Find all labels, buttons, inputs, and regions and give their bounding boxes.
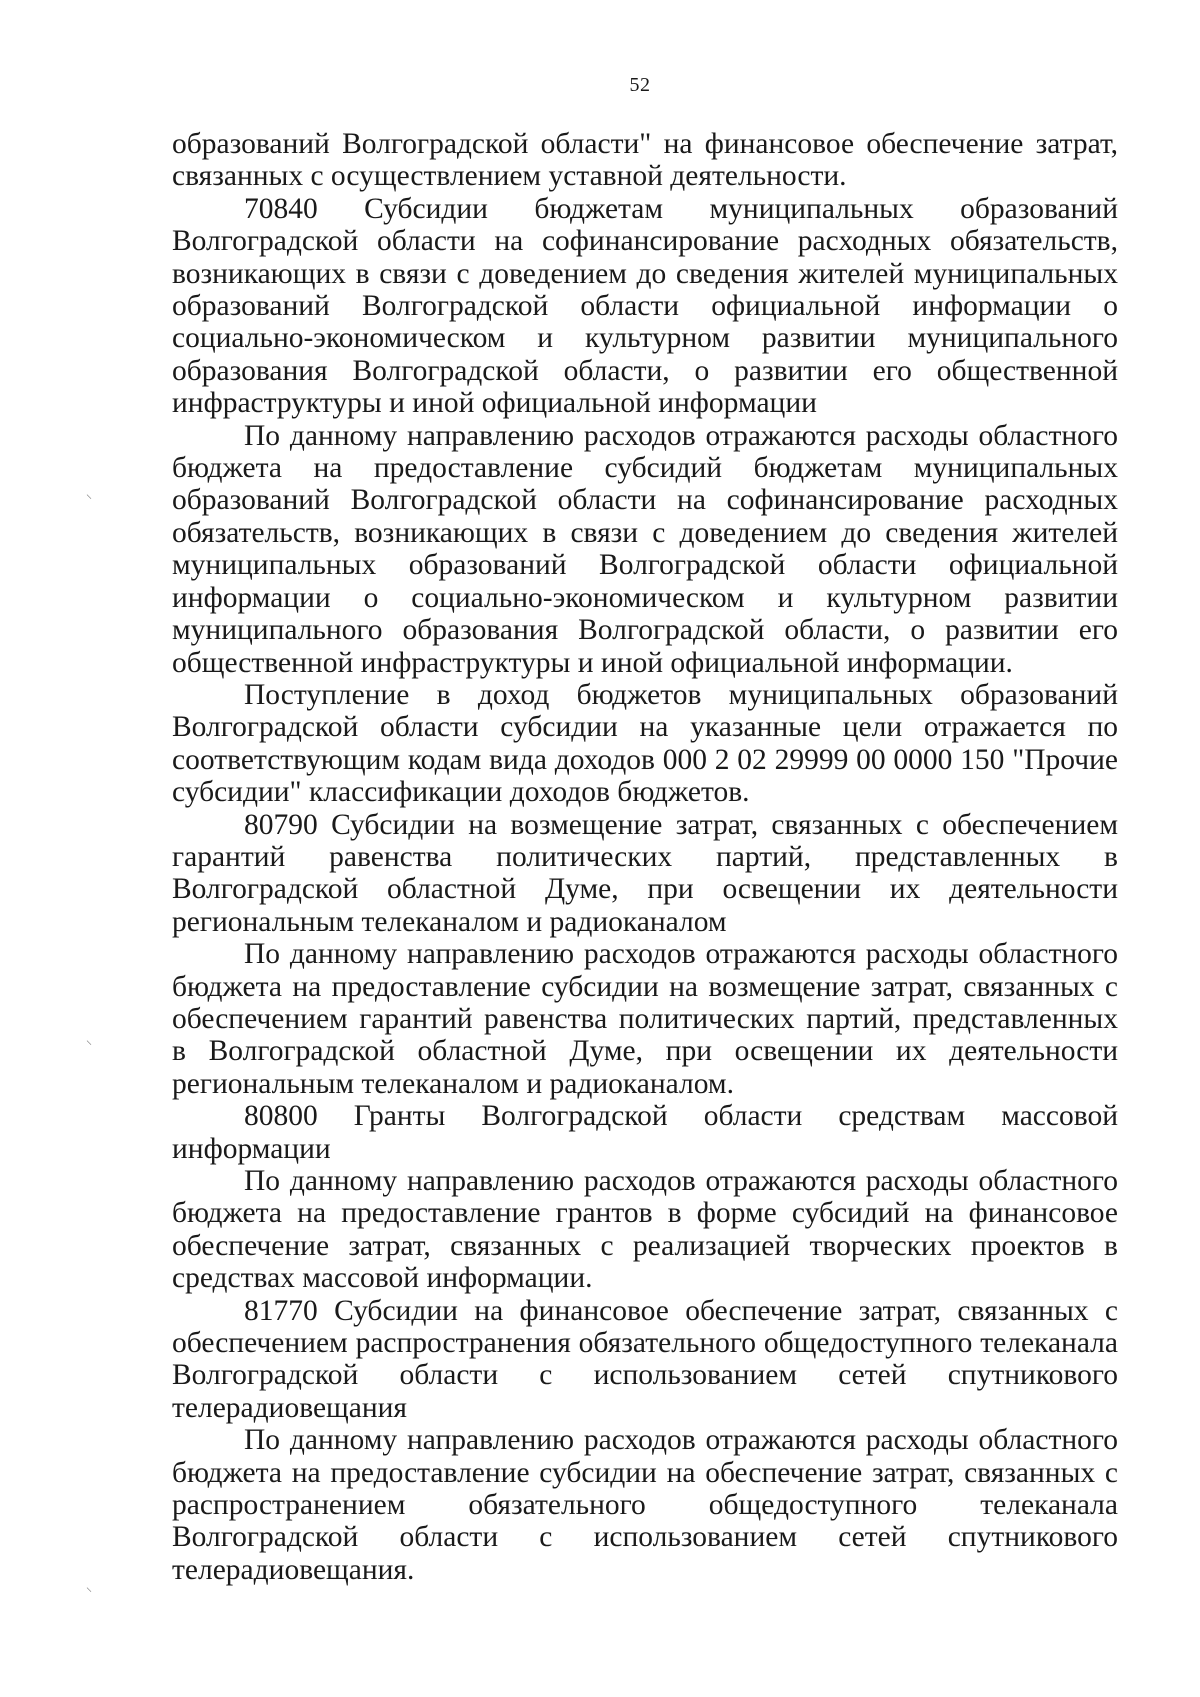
paragraph-80800-description: По данному направлению расходов отражаются расходы областного бюджета на предоставление грантов в форме субсидий на финансовое обеспечение затрат, связанных с реализацией творческих проектов в средствах массовой информации. [172,1165,1118,1295]
paragraph-continuation: образований Волгоградской области" на финансовое обеспечение затрат, связанных с осуществлением уставной деятельности. [172,128,1118,193]
heading-80790: 80790 Субсидии на возмещение затрат, связанных с обеспечением гарантий равенства политических партий, представленных в Волгоградской областной Думе, при освещении их деятельности региональным телеканалом и радиоканалом [172,808,1118,938]
page-number: 52 [629,74,651,96]
document-body [172,128,1118,1586]
heading-70840: 70840 Субсидии бюджетам муниципальных образований Волгоградской области на софинансирование расходных обязательств, возникающих в связи с доведением до сведения жителей муниципальных образований Волгоградской области официальной информации о социально-экономическом и культурном развитии муниципального образования Волгоградской области, о развитии его общественной инфраструктуры и иной официальной информации [172,192,1118,420]
paragraph-70840-income: Поступление в доход бюджетов муниципальных образований Волгоградской области субсидии на указанные цели отражается по соответствующим кодам вида доходов 000 2 02 29999 00 0000 150 "Прочие субсидии" классификации доходов бюджетов. [172,678,1118,809]
scan-artifact-mark: ⸌ [86,492,93,506]
scan-artifact-mark: ⸌ [86,1038,93,1052]
heading-80800: 80800 Гранты Волгоградской области средствам массовой информации [172,1100,1118,1165]
heading-81770: 81770 Субсидии на финансовое обеспечение затрат, связанных с обеспечением распространения обязательного общедоступного телеканала Волгоградской области с использованием сетей спутникового телерадиовещания [172,1294,1118,1424]
scan-artifact-mark: ⸌ [86,1585,93,1599]
paragraph-80790-description: По данному направлению расходов отражаются расходы областного бюджета на предоставление субсидии на возмещение затрат, связанных с обеспечением гарантий равенства политических партий, представленных в Волгоградской областной Думе, при освещении их деятельности региональным телеканалом и радиоканалом. [172,938,1118,1100]
paragraph-81770-description: По данному направлению расходов отражаются расходы областного бюджета на предоставление субсидии на обеспечение затрат, связанных с распространением обязательного общедоступного телеканала Волгоградской области с использованием сетей спутникового телерадиовещания. [172,1424,1118,1586]
paragraph-70840-description: По данному направлению расходов отражаются расходы областного бюджета на предоставление субсидий бюджетам муниципальных образований Волгоградской области на софинансирование расходных обязательств, возникающих в связи с доведением до сведения жителей муниципальных образований Волгоградской области официальной информации о социально-экономическом и культурном развитии муниципального образования Волгоградской области, о развитии его общественной инфраструктуры и иной официальной информации. [172,419,1118,679]
